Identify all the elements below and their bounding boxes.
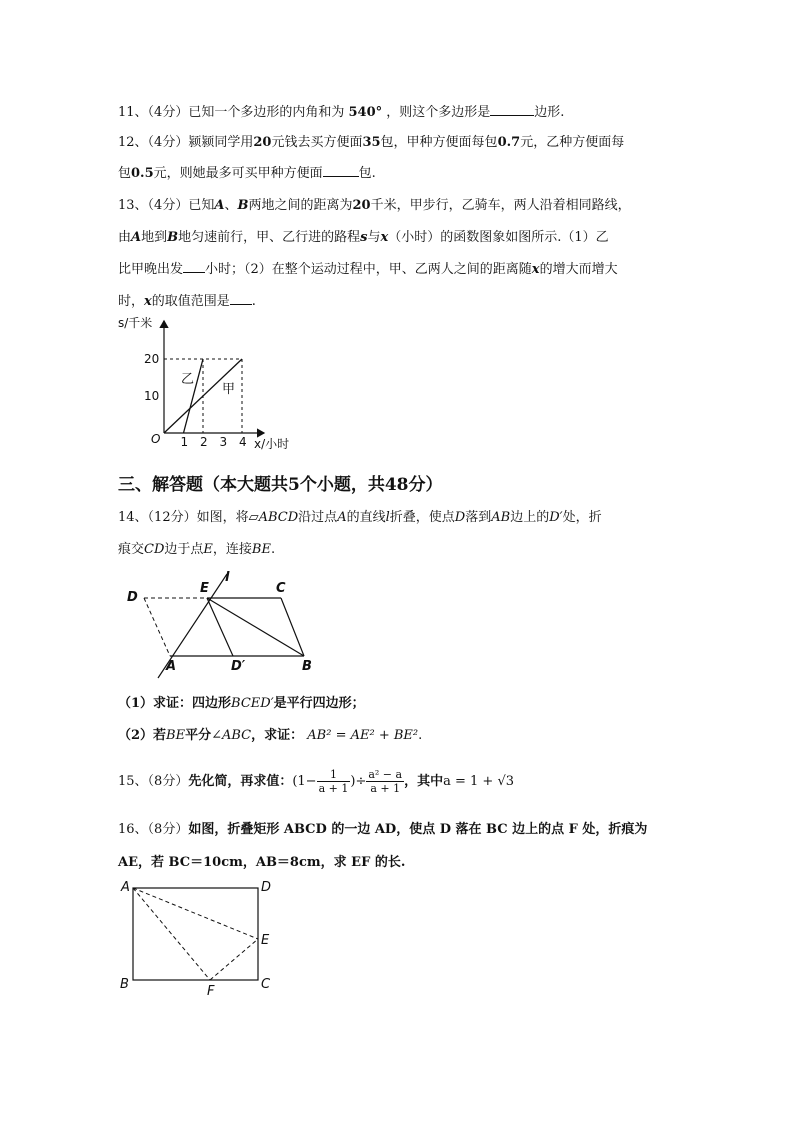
q14-text: 痕交 bbox=[118, 542, 145, 557]
q15-value: a = 1 + √3 bbox=[443, 774, 514, 789]
q13-answer-blank-2 bbox=[230, 291, 252, 305]
q12-text: 包，甲种方便面每包 bbox=[380, 135, 498, 150]
q13-point-a: A bbox=[131, 230, 142, 245]
q13-text: 、 bbox=[224, 198, 238, 213]
q12-text: 元钱去买方便面 bbox=[271, 135, 363, 150]
q13-text: 的增大而增大 bbox=[539, 262, 618, 277]
q12-money: 20 bbox=[253, 135, 272, 150]
y-tick-10: 10 bbox=[144, 389, 160, 403]
segment-ed-prime bbox=[207, 598, 233, 656]
q14-line-1 bbox=[118, 508, 602, 528]
q12-text: 颍颍同学用 bbox=[188, 135, 254, 150]
q11-line bbox=[118, 102, 564, 123]
q13-point-b: B bbox=[237, 198, 249, 213]
q14-segment-ab: AB bbox=[491, 510, 511, 525]
q14-p2-text: ，求证： bbox=[251, 728, 304, 743]
q14-p1-text: （1）求证：四边形 bbox=[118, 696, 232, 711]
fraction-denominator: a + 1 bbox=[318, 782, 349, 795]
q15-fraction-1 bbox=[317, 768, 351, 795]
q13-text: 地到 bbox=[141, 230, 168, 245]
q14-segment-cd: CD bbox=[144, 542, 165, 557]
q14-point-d: D bbox=[454, 510, 466, 525]
fraction-numerator: a² − a bbox=[368, 768, 403, 781]
q12-text: 包 bbox=[118, 166, 132, 181]
label-c: C bbox=[276, 581, 286, 596]
label-b: B bbox=[120, 977, 129, 992]
q12-count: 35 bbox=[362, 135, 381, 150]
label-a: A bbox=[121, 880, 130, 895]
q13-text: （小时）的函数图象如图所示.（1）乙 bbox=[388, 230, 609, 245]
label-b: B bbox=[302, 659, 312, 674]
q13-score: （4分） bbox=[147, 198, 189, 213]
q13-text: 与 bbox=[367, 230, 381, 245]
q14-text: 的直线 bbox=[346, 510, 386, 525]
q15-text: 先化简，再求值： bbox=[188, 774, 293, 789]
q16-text: 如图，折叠矩形 ABCD 的一边 AD，使点 D 落在 BC 边上的点 F 处，折痕为 bbox=[188, 822, 648, 837]
q14-text: 处，折 bbox=[562, 510, 602, 525]
q14-p1-shape: BCED′ bbox=[231, 696, 274, 711]
q13-graph bbox=[118, 313, 308, 453]
q12-line-2 bbox=[118, 163, 376, 184]
q13-text: . bbox=[251, 294, 256, 309]
segment-fe-dashed bbox=[210, 939, 258, 980]
q14-text: 边于点 bbox=[164, 542, 204, 557]
q14-number: 14、 bbox=[118, 510, 148, 525]
q14-point-a: A bbox=[337, 510, 347, 525]
q13-text: 由 bbox=[118, 230, 132, 245]
q11-answer-blank bbox=[490, 102, 534, 116]
x-axis-label: x/小时 bbox=[254, 437, 290, 451]
q11-text: 已知一个多边形的内角和为 bbox=[188, 105, 345, 120]
q13-text: 小时；（2）在整个运动过程中，甲、乙两人之间的距离随 bbox=[205, 262, 532, 277]
q13-number: 13、 bbox=[118, 198, 148, 213]
q16-number: 16、 bbox=[118, 822, 148, 837]
segment-af-dashed bbox=[133, 888, 210, 980]
q13-text: 时， bbox=[118, 294, 145, 309]
q12-line-1 bbox=[118, 133, 624, 153]
q14-text: 落到 bbox=[465, 510, 492, 525]
q12-text: 元，则她最多可买甲种方便面 bbox=[153, 166, 323, 181]
q13-line-3 bbox=[118, 259, 618, 280]
label-d: D bbox=[127, 590, 138, 605]
segment-eb bbox=[207, 598, 304, 656]
x-tick-4: 4 bbox=[239, 435, 247, 449]
q14-text: . bbox=[270, 542, 276, 557]
q12-price-b: 0.5 bbox=[131, 166, 154, 181]
q11-score: （4分） bbox=[147, 105, 189, 120]
q14-point-e: E bbox=[203, 542, 213, 557]
q16-line-2 bbox=[118, 853, 405, 873]
q14-p1-text: 是平行四边形； bbox=[273, 696, 365, 711]
q14-part-1 bbox=[118, 694, 365, 714]
q12-number: 12、 bbox=[118, 135, 148, 150]
q12-price-a: 0.7 bbox=[497, 135, 521, 150]
q13-var-s: s bbox=[360, 230, 368, 245]
section-3-title: 三、解答题（本大题共5个小题，共48分） bbox=[118, 475, 443, 495]
series-label-jia: 甲 bbox=[222, 382, 236, 397]
q13-text: 千米，甲步行，乙骑车，两人沿着相同路线， bbox=[370, 198, 631, 213]
q13-var-x: x bbox=[380, 230, 389, 245]
q12-text: 包. bbox=[358, 166, 376, 181]
q15-formula-part: (1− bbox=[292, 774, 317, 789]
q13-answer-blank-1 bbox=[183, 259, 205, 273]
q14-p2-text: 平分 bbox=[185, 728, 212, 743]
x-tick-2: 2 bbox=[200, 435, 208, 449]
q12-score: （4分） bbox=[147, 135, 189, 150]
q11-text: ，则这个多边形是 bbox=[386, 105, 491, 120]
q16-score: （8分） bbox=[147, 822, 189, 837]
series-line-yi bbox=[184, 359, 204, 433]
q14-line-2 bbox=[118, 540, 275, 560]
q12-answer-blank bbox=[323, 163, 359, 177]
q14-point-dp: D′ bbox=[549, 510, 563, 525]
q11-number: 11、 bbox=[118, 105, 148, 120]
q14-part-2 bbox=[118, 726, 422, 746]
q12-text: 元，乙种方便面每 bbox=[520, 135, 625, 150]
origin-label: O bbox=[151, 432, 161, 446]
label-f: F bbox=[207, 984, 215, 996]
fraction-denominator: a + 1 bbox=[370, 782, 401, 795]
q16-line-1 bbox=[118, 820, 647, 840]
y-axis-label: s/千米 bbox=[118, 316, 153, 330]
q14-p2-angle: ∠ABC bbox=[211, 728, 252, 743]
q15-text: ，其中 bbox=[404, 774, 444, 789]
q13-text: 比甲晚出发 bbox=[118, 262, 184, 277]
q14-text: 边上的 bbox=[510, 510, 550, 525]
q13-point-a: A bbox=[214, 198, 225, 213]
q15-line bbox=[118, 763, 514, 801]
q16-text: AE，若 BC＝10cm，AB＝8cm，求 EF 的长. bbox=[118, 855, 406, 870]
x-tick-1: 1 bbox=[180, 435, 189, 449]
q15-formula-part: )÷ bbox=[350, 774, 367, 789]
q13-text: 已知 bbox=[188, 198, 215, 213]
label-c: C bbox=[261, 977, 271, 992]
q13-point-b: B bbox=[167, 230, 179, 245]
y-tick-20: 20 bbox=[144, 352, 160, 366]
q13-text: 两地之间的距离为 bbox=[248, 198, 353, 213]
q16-figure bbox=[112, 876, 292, 996]
label-e: E bbox=[261, 933, 270, 948]
x-tick-3: 3 bbox=[219, 435, 228, 449]
fold-ae-dashed bbox=[133, 888, 258, 939]
q11-angle-value: 540° bbox=[348, 105, 383, 120]
label-d-prime: D′ bbox=[231, 659, 246, 674]
q13-var-x: x bbox=[531, 262, 540, 277]
q14-text: 折叠，使点 bbox=[389, 510, 455, 525]
q14-p2-text: . bbox=[418, 728, 423, 743]
q13-text: 地匀速前行，甲、乙行进的路程 bbox=[178, 230, 361, 245]
q13-text: 的取值范围是 bbox=[151, 294, 230, 309]
q13-line-4 bbox=[118, 291, 256, 312]
q14-p2-formula: AB² = AE² + BE² bbox=[307, 728, 419, 743]
label-e: E bbox=[200, 581, 209, 596]
edge-da-dashed bbox=[144, 598, 170, 656]
q15-score: （8分） bbox=[147, 774, 189, 789]
q14-p2-text: （2）若 bbox=[118, 728, 167, 743]
q13-line-1 bbox=[118, 196, 631, 216]
q13-var-x: x bbox=[144, 294, 152, 309]
q14-parallelogram: ▱ABCD bbox=[248, 510, 299, 525]
q14-figure bbox=[118, 568, 328, 680]
q11-text: 边形. bbox=[534, 105, 565, 120]
edge-cb bbox=[281, 598, 304, 656]
q14-segment-be: BE bbox=[251, 542, 271, 557]
rectangle-abcd bbox=[133, 888, 258, 980]
label-a: A bbox=[166, 659, 177, 674]
q13-line-2 bbox=[118, 228, 609, 248]
q15-fraction-2 bbox=[366, 768, 404, 795]
q14-p2-be: BE bbox=[166, 728, 186, 743]
q14-text: 如图，将 bbox=[196, 510, 249, 525]
q15-number: 15、 bbox=[118, 774, 148, 789]
q14-score: （12分） bbox=[147, 510, 197, 525]
q14-text: 沿过点 bbox=[298, 510, 338, 525]
label-d: D bbox=[261, 880, 272, 895]
fraction-numerator: 1 bbox=[317, 768, 351, 782]
q13-distance: 20 bbox=[352, 198, 371, 213]
label-l: l bbox=[225, 570, 230, 585]
q14-text: ，连接 bbox=[212, 542, 252, 557]
q14-line-l: l bbox=[385, 510, 390, 525]
series-label-yi: 乙 bbox=[181, 372, 195, 387]
